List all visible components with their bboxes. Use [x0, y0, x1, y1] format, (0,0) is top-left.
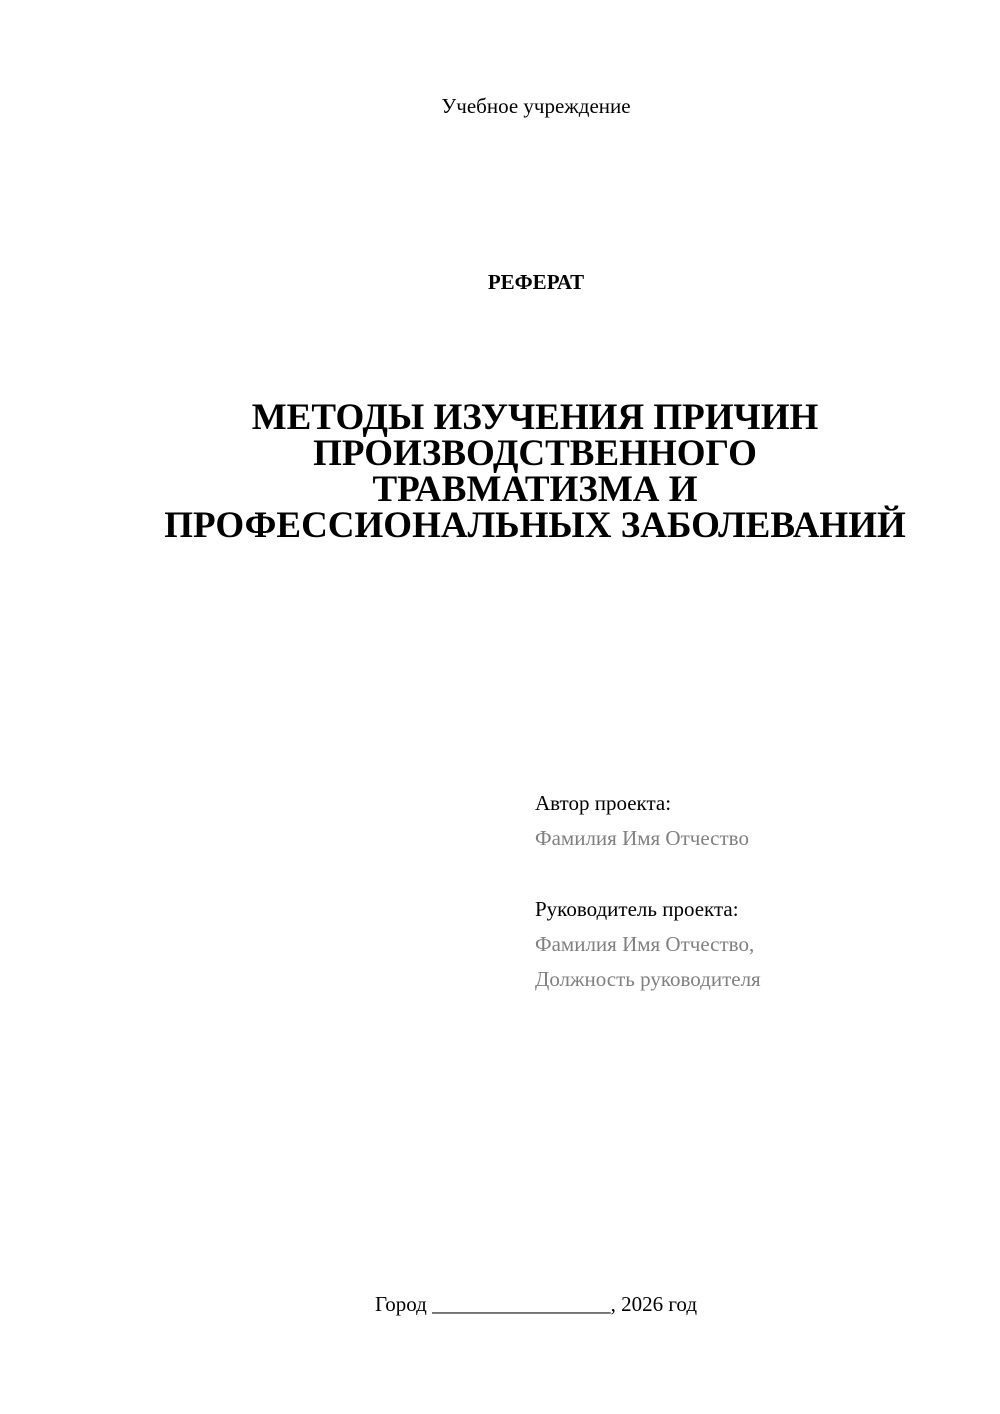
- supervisor-position: Должность руководителя: [535, 967, 761, 991]
- institution-name: Учебное учреждение: [441, 94, 631, 118]
- title-line: МЕТОДЫ ИЗУЧЕНИЯ ПРИЧИН: [251, 397, 819, 438]
- supervisor-block: [535, 892, 761, 997]
- supervisor-label: Руководитель проекта:: [535, 897, 739, 921]
- document-title: [100, 397, 970, 546]
- author-label: Автор проекта:: [535, 791, 672, 815]
- document-type: РЕФЕРАТ: [487, 270, 585, 294]
- supervisor-name: Фамилия Имя Отчество,: [535, 932, 755, 956]
- author-block: [535, 786, 749, 856]
- title-line: ПРОИЗВОДСТВЕННОГО: [313, 433, 757, 474]
- author-name: Фамилия Имя Отчество: [535, 826, 749, 850]
- title-line: ПРОФЕССИОНАЛЬНЫХ ЗАБОЛЕВАНИЙ: [164, 505, 906, 546]
- title-line: ТРАВМАТИЗМА И: [372, 469, 698, 510]
- city-year-line: Город _________________, 2026 год: [374, 1292, 698, 1316]
